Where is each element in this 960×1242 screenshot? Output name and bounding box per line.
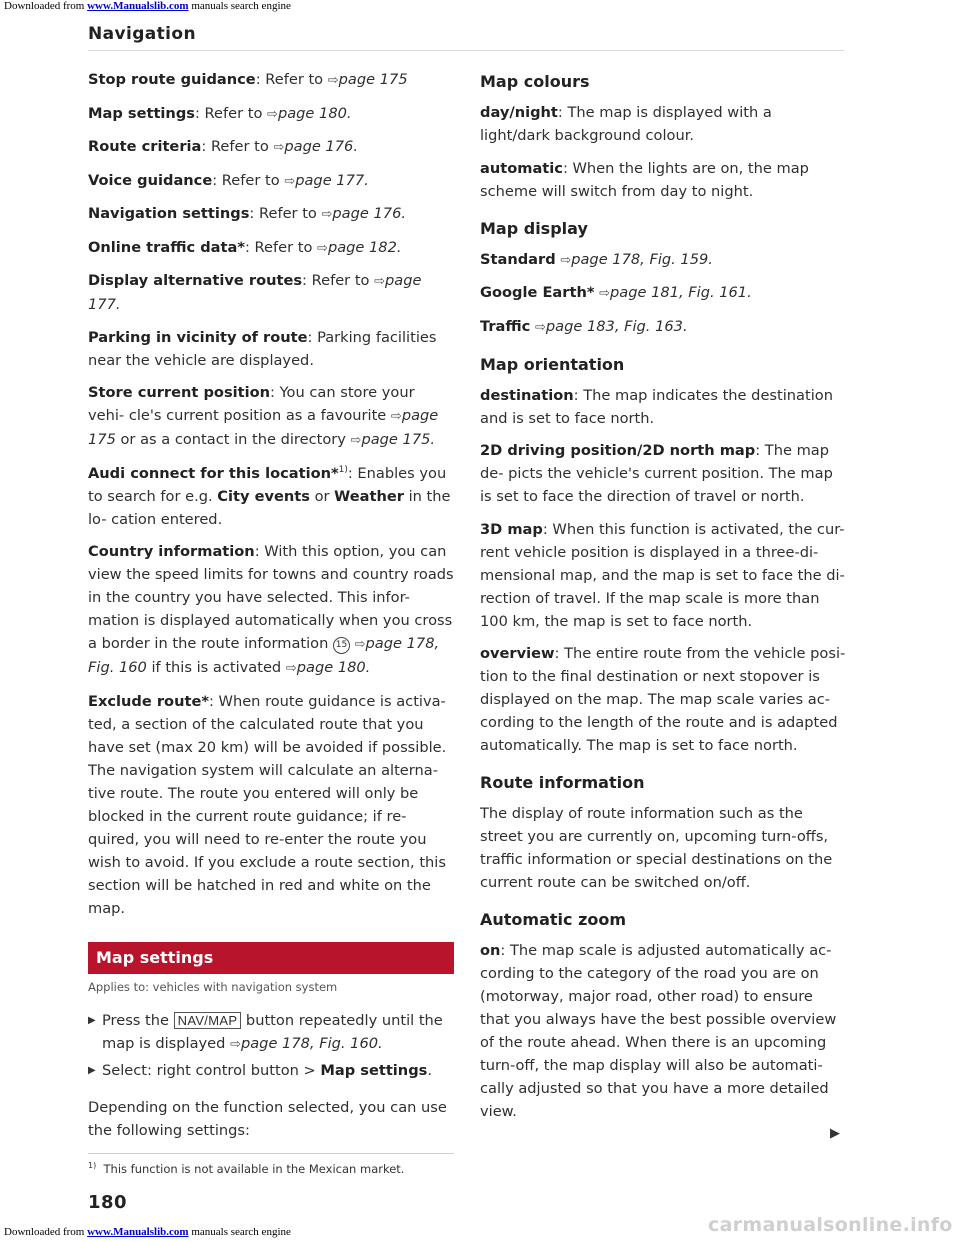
page-header: [88, 24, 844, 51]
page-link[interactable]: page 180.: [277, 104, 352, 122]
display-item: Standard ⇨page 178, Fig. 159.: [480, 250, 713, 268]
threed-paragraph: 3D map: When this function is activated, the cur- rent vehicle position is displayed in a three-di- mensional map, and the map is set to face the di- rection of travel. If the map scale is more than 100 km, the map is set to face north.: [480, 520, 845, 630]
step-triangle-icon: ▶: [88, 1064, 96, 1076]
right-column: [480, 68, 846, 1133]
footnote-divider: [88, 1153, 454, 1154]
page-link[interactable]: page 175: [88, 407, 439, 448]
download-watermark-bottom: Downloaded from www.Manualslib.com manuals search engine: [4, 1226, 291, 1238]
page-link[interactable]: page 177.: [295, 171, 369, 189]
heading-route-information: Route information: [480, 773, 645, 792]
arrow-right-icon: ⇨: [534, 319, 546, 335]
day-night-paragraph: day/night: The map is displayed with a light/dark background colour.: [480, 104, 772, 144]
ref-item: Map settings: Refer to ⇨page 180.: [88, 104, 352, 122]
instruction-step: ▶ Select: right control button > Map settings.: [88, 1059, 454, 1082]
overview-paragraph: overview: The entire route from the vehicle posi- tion to the final destination or next stopover is displayed on the map. The map scale varies ac- cording to the length of the route and is adapted automatically. The map is set to face north.: [480, 645, 846, 754]
manualslib-link[interactable]: www.Manualslib.com: [87, 1226, 189, 1238]
nav-map-key: NAV/MAP: [174, 1012, 242, 1029]
arrow-right-icon: ⇨: [327, 73, 339, 88]
page-link[interactable]: page 177.: [88, 272, 422, 313]
left-column: [88, 68, 454, 1151]
page-link[interactable]: page 175.: [361, 431, 436, 448]
arrow-right-icon: ⇨: [390, 409, 402, 424]
route-info-paragraph: The display of route information such as the street you are currently on, upcoming turn-offs, traffic information or special destinations on the current route can be switched on/off.: [480, 805, 833, 891]
arrow-right-icon: ⇨: [284, 173, 296, 189]
page-link[interactable]: page 178, Fig. 160.: [240, 1034, 383, 1052]
download-watermark-top: Downloaded from www.Manualslib.com manuals search engine: [4, 0, 291, 12]
footnote: $^{1)}$ This function is not available in the Mexican market.: [88, 1161, 405, 1176]
country-info-paragraph: Country information: With this option, you can view the speed limits for towns and country roads in the country you have selected. This infor- mation is displayed automatically when you cross a border in the route information 15 ⇨page 178, Fig. 160 if this is activated ⇨page 180.: [88, 543, 454, 676]
section-banner: Map settings: [88, 942, 454, 974]
ref-item: Voice guidance: Refer to ⇨page 177.: [88, 171, 369, 189]
arrow-right-icon: ⇨: [350, 433, 362, 448]
display-item: Traffic ⇨page 183, Fig. 163.: [480, 317, 688, 335]
continue-arrow-icon: ▶: [830, 1126, 840, 1141]
heading-map-display: Map display: [480, 218, 588, 238]
parking-paragraph: Parking in vicinity of route: Parking facilities near the vehicle are displayed.: [88, 328, 437, 369]
arrow-right-icon: ⇨: [354, 637, 366, 652]
arrow-right-icon: ⇨: [267, 106, 278, 122]
arrow-right-icon: ⇨: [230, 1036, 241, 1052]
arrow-right-icon: ⇨: [560, 252, 572, 268]
ref-item: Navigation settings: Refer to ⇨page 176.: [88, 205, 406, 222]
ref-item: Stop route guidance: Refer to ⇨page 175: [88, 71, 408, 88]
manualslib-link[interactable]: www.Manualslib.com: [87, 0, 189, 12]
page-link[interactable]: page 175: [338, 71, 408, 88]
instruction-step: ▶ Press the NAV/MAP button repeatedly until the map is displayed ⇨page 178, Fig. 160.: [88, 1009, 454, 1056]
heading-map-colours: Map colours: [480, 72, 590, 91]
menu-references: [88, 68, 454, 316]
page-link[interactable]: page 183, Fig. 163.: [545, 317, 688, 335]
heading-map-orientation: Map orientation: [480, 354, 625, 374]
arrow-right-icon: ⇨: [321, 207, 333, 222]
exclude-route-paragraph: Exclude route*: When route guidance is activa- ted, a section of the calculated route that you have set (max 20 km) will be avoided if possible. The navigation system will calculate an alterna- tive route. The route you entered will only be blocked in the current route guidance; if re- quired, you will need to re-enter the route you wish to avoid. If you exclude a route section, this section will be hatched in red and white on the map.: [88, 692, 447, 917]
page-link[interactable]: page 176.: [332, 205, 406, 222]
ref-item: Route criteria: Refer to ⇨page 176.: [88, 138, 358, 155]
store-position-paragraph: Store current position: You can store your vehi- cle's current position as a favourite ⇨page 175 or as a contact in the directory ⇨page 175.: [88, 384, 439, 448]
applies-to-note: Applies to: vehicles with navigation system: [88, 979, 338, 994]
arrow-right-icon: ⇨: [599, 286, 611, 301]
callout-number: 15: [333, 637, 350, 654]
page-link[interactable]: page 176.: [284, 138, 358, 155]
zoom-on-paragraph: on: The map scale is adjusted automatically ac- cording to the category of the road you are on (motorway, major road, other road) to ensure that you always have the best possible overview of the route ahead. When there is an upcoming turn-off, the map display will also be automati- cally adjusted so that you have a more detailed view.: [480, 942, 837, 1120]
depending-paragraph: Depending on the function selected, you can use the following settings:: [88, 1098, 447, 1139]
page-link[interactable]: page 181, Fig. 161.: [610, 284, 752, 301]
page-number: 180: [88, 1192, 128, 1213]
header-title: Navigation: [88, 24, 196, 44]
site-logo: carmanualsonline.info: [708, 1214, 953, 1236]
arrow-right-icon: ⇨: [374, 274, 386, 289]
page-link[interactable]: page 178, Fig. 160: [88, 635, 440, 676]
ref-item: Display alternative routes: Refer to ⇨page 177.: [88, 272, 422, 313]
automatic-paragraph: automatic: When the lights are on, the map scheme will switch from day to night.: [480, 159, 809, 200]
audi-connect-paragraph: Audi connect for this location*$^{1)}$: Enables you to search for e.g. City events or Weather in the lo- cation entered.: [88, 464, 451, 528]
display-item: Google Earth* ⇨page 181, Fig. 161.: [480, 284, 752, 301]
page-link[interactable]: page 180.: [296, 659, 371, 676]
arrow-right-icon: ⇨: [273, 140, 285, 155]
page-link[interactable]: page 182.: [327, 238, 402, 256]
step-triangle-icon: ▶: [88, 1014, 96, 1026]
arrow-right-icon: ⇨: [285, 661, 297, 676]
arrow-right-icon: ⇨: [317, 240, 328, 256]
twod-paragraph: 2D driving position/2D north map: The map de- picts the vehicle's current position. The map is set to face the direction of travel or north.: [480, 442, 833, 505]
ref-item: Online traffic data*: Refer to ⇨page 182.: [88, 238, 402, 256]
page-link[interactable]: page 178, Fig. 159.: [571, 250, 713, 268]
heading-automatic-zoom: Automatic zoom: [480, 910, 627, 929]
destination-paragraph: destination: The map indicates the destination and is set to face north.: [480, 386, 833, 427]
